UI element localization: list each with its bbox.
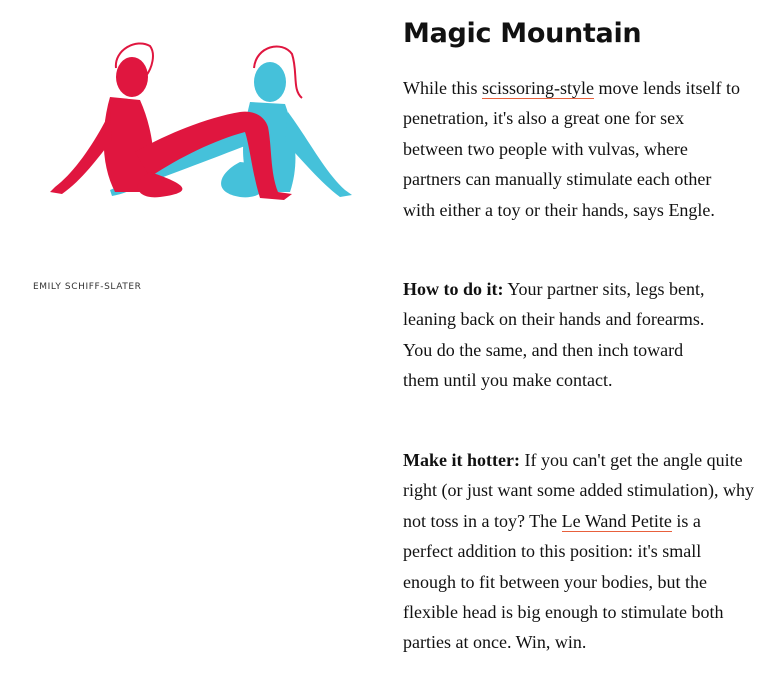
make-it-hotter-paragraph <box>403 445 755 658</box>
hotter-lead: Make it hotter: <box>403 450 520 470</box>
scissoring-style-link[interactable]: scissoring-style <box>482 78 594 98</box>
illustration-svg <box>40 32 360 212</box>
how-to-text: Your partner sits, legs bent, leaning back on their hands and forearms. You do the same, and then inch toward them until you make contact. <box>403 279 705 391</box>
how-to-paragraph <box>403 274 723 396</box>
two-figures-sitting-illustration <box>40 32 360 212</box>
image-credit: EMILY SCHIFF-SLATER <box>33 282 142 292</box>
section-title: Magic Mountain <box>403 18 642 49</box>
para3-pre: If you can't get the angle quite right (or just want some added stimulation), why not toss in a toy? The <box>403 450 754 531</box>
para1-post: move lends itself to penetration, it's also a great one for sex between two people with vulvas, where partners can manually stimulate each other with either a toy or their hands, says Engle. <box>403 78 740 220</box>
para3-post: is a perfect addition to this position: it's small enough to fit between your bodies, but the flexible head is big enough to stimulate both parties at once. Win, win. <box>403 510 724 653</box>
le-wand-petite-link[interactable]: Le Wand Petite <box>561 510 672 531</box>
intro-paragraph <box>403 73 743 225</box>
how-to-lead: How to do it: <box>403 279 504 299</box>
para1-pre: While this <box>403 78 482 98</box>
